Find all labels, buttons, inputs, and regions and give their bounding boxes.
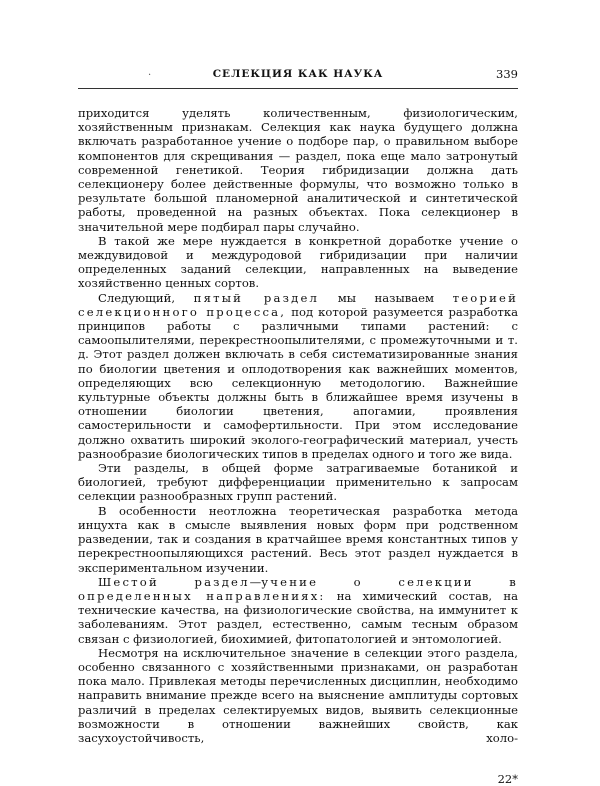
signature-mark: 22* bbox=[497, 772, 518, 786]
paragraph-4: Эти разделы, в общей форме затрагиваемые ботаникой и биологией, требуют дифференциации применительно к запросам селекции разнообразных групп растений. bbox=[78, 461, 518, 504]
running-title: СЕЛЕКЦИЯ КАК НАУКА bbox=[212, 68, 384, 80]
paragraph-6-body: на химический состав, на технические качества, на физиологические свойства, на иммунитет к заболеваниям. Этот раздел, естественно, самым тесным образом связан с физиологией, биохимией, фитопатологией и энтомологией. bbox=[78, 588, 518, 646]
book-page bbox=[78, 66, 519, 786]
paragraph-3-lead: Следующий, bbox=[98, 290, 176, 305]
header-rule bbox=[78, 88, 518, 89]
paragraph-5: В особенности неотложна теоретическая разработка метода инцухта как в смысле выявления новых форм при родственном разведении, так и создания в кратчайшее время константных типов у перекрестноопыляющихся растений. Весь этот раздел нуждается в экспериментальном изучении. bbox=[78, 503, 518, 575]
paragraph-6-spaced-term-2: учение о селекции в определенных направлениях: bbox=[78, 574, 518, 603]
paragraph-6 bbox=[78, 575, 518, 646]
paragraph-3-mid: мы называем bbox=[337, 290, 435, 305]
paragraph-3-spaced-term-2: теорией селекционного процесса, bbox=[78, 290, 519, 319]
paragraph-3 bbox=[78, 291, 518, 461]
paragraph-1: приходится уделять количественным, физиологическим, хозяйственным признакам. Селекция как наука будущего должна включать разработанное учение о подборе пар, о правильном выборе компонентов для скрещивания — раздел, пока еще мало затронутый современной генетикой. Теория гибридизации должна дать селекционеру более действенные формулы, что возможно только в результате большой планомерной аналитической и синтетической работы, проведенной на разных объектах. Пока селекционер в значительной мере подбирал пары случайно. bbox=[78, 106, 518, 234]
body-text bbox=[78, 106, 518, 745]
header-dot: . bbox=[148, 67, 152, 78]
page-number: 339 bbox=[496, 67, 518, 81]
paragraph-3-body: под которой разумеется разработка принципов работы с различными типами растений: с самоопылителями, перекрестноопылителями, с промежуточными и т. д. Этот раздел должен включать в себя систематизированные знания по биологии цветения и оплодотворения как важнейших моментов, определяющих всю селекционную методологию. Важнейшие культурные объекты должны быть в ближайшее время изучены в отношении биологии цветения, апогамии, проявления самостерильности и самофертильности. При этом исследование должно охватить широкий эколого-географический материал, учесть разнообразие биологических типов в пределах одного и того же вида. bbox=[78, 304, 518, 461]
paragraph-6-spaced-term-1: Шестой раздел bbox=[98, 574, 250, 589]
paragraph-2: В такой же мере нуждается в конкретной доработке учение о междувидовой и междуродовой гибридизации при наличии определенных заданий селекции, направленных на выведение хозяйственно ценных сортов. bbox=[78, 233, 518, 291]
running-header bbox=[78, 66, 518, 86]
paragraph-3-spaced-term-1: пятый раздел bbox=[193, 290, 320, 305]
paragraph-6-dash: — bbox=[249, 574, 262, 589]
paragraph-7: Несмотря на исключительное значение в селекции этого раздела, особенно связанного с хозяйственными признаками, он разработан пока мало. Привлекая методы перечисленных дисциплин, необходимо направить внимание прежде всего на выяснение амплитуды сортовых различий в пределах селектируемых видов, выявить селекционные возможности в отношении важнейших свойств, как засухоустойчивость, холо- bbox=[78, 645, 518, 745]
